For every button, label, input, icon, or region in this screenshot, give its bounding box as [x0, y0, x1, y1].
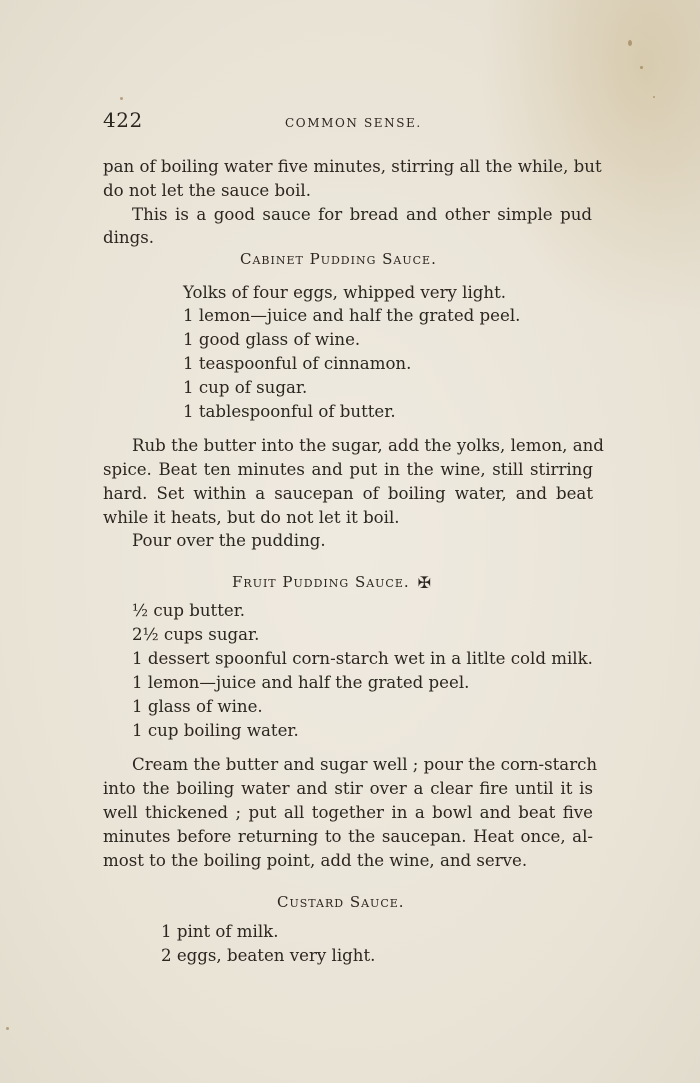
ingredient-line: 2 eggs, beaten very light. [161, 946, 376, 965]
paragraph-line: Cream the butter and sugar well ; pour the corn-starch [132, 755, 598, 774]
cross-icon: ✠ [417, 573, 433, 592]
paragraph-line: Rub the butter into the sugar, add the yolks, lemon, and [132, 436, 604, 455]
ingredient-line: 1 pint of milk. [161, 922, 279, 941]
paragraph-line: pan of boiling water five minutes, stirring all the while, but [103, 157, 602, 176]
ingredient-line: 1 good glass of wine. [183, 330, 361, 349]
page-number: 422 [103, 108, 143, 132]
paragraph-line: well thickened ; put all together in a bowl and beat five [103, 803, 593, 822]
ingredient-line: Yolks of four eggs, whipped very light. [183, 283, 507, 302]
paragraph-line: hard. Set within a saucepan of boiling water, and beat [103, 484, 593, 503]
paragraph-line: do not let the sauce boil. [103, 181, 312, 200]
ingredient-line: 2½ cups sugar. [132, 625, 260, 644]
paragraph-line: dings. [103, 228, 155, 247]
paper-stain [6, 1027, 9, 1030]
ingredient-line: 1 cup boiling water. [132, 721, 299, 740]
recipe-title-custard: Custard Sauce. [277, 893, 405, 911]
paragraph-line: spice. Beat ten minutes and put in the wine, still stirring [103, 460, 593, 479]
paper-stain [653, 96, 655, 98]
paragraph-line: minutes before returning to the saucepan. Heat once, al- [103, 827, 593, 846]
paper-stain [628, 40, 632, 46]
paragraph-line: This is a good sauce for bread and other simple pud [132, 205, 592, 224]
ingredient-line: ½ cup butter. [132, 601, 246, 620]
ingredient-line: 1 lemon—juice and half the grated peel. [132, 673, 470, 692]
paper-stain [120, 97, 123, 100]
recipe-title-fruit-text: Fruit Pudding Sauce. [232, 573, 410, 591]
ingredient-line: 1 dessert spoonful corn-starch wet in a litlte cold milk. [132, 649, 593, 668]
page-header [103, 108, 593, 138]
recipe-title-cabinet: Cabinet Pudding Sauce. [240, 250, 437, 268]
paragraph-line: while it heats, but do not let it boil. [103, 508, 400, 527]
running-head: COMMON SENSE. [285, 116, 422, 130]
ingredient-line: 1 glass of wine. [132, 697, 263, 716]
ingredient-line: 1 tablespoonful of butter. [183, 402, 396, 421]
paragraph-line: most to the boiling point, add the wine, and serve. [103, 851, 528, 870]
ingredient-line: 1 teaspoonful of cinnamon. [183, 354, 412, 373]
paragraph-line: Pour over the pudding. [132, 531, 326, 550]
paper-stain [640, 66, 643, 69]
paragraph-line: into the boiling water and stir over a clear fire until it is [103, 779, 593, 798]
ingredient-line: 1 cup of sugar. [183, 378, 308, 397]
ingredient-line: 1 lemon—juice and half the grated peel. [183, 306, 521, 325]
recipe-title-fruit [232, 573, 432, 592]
